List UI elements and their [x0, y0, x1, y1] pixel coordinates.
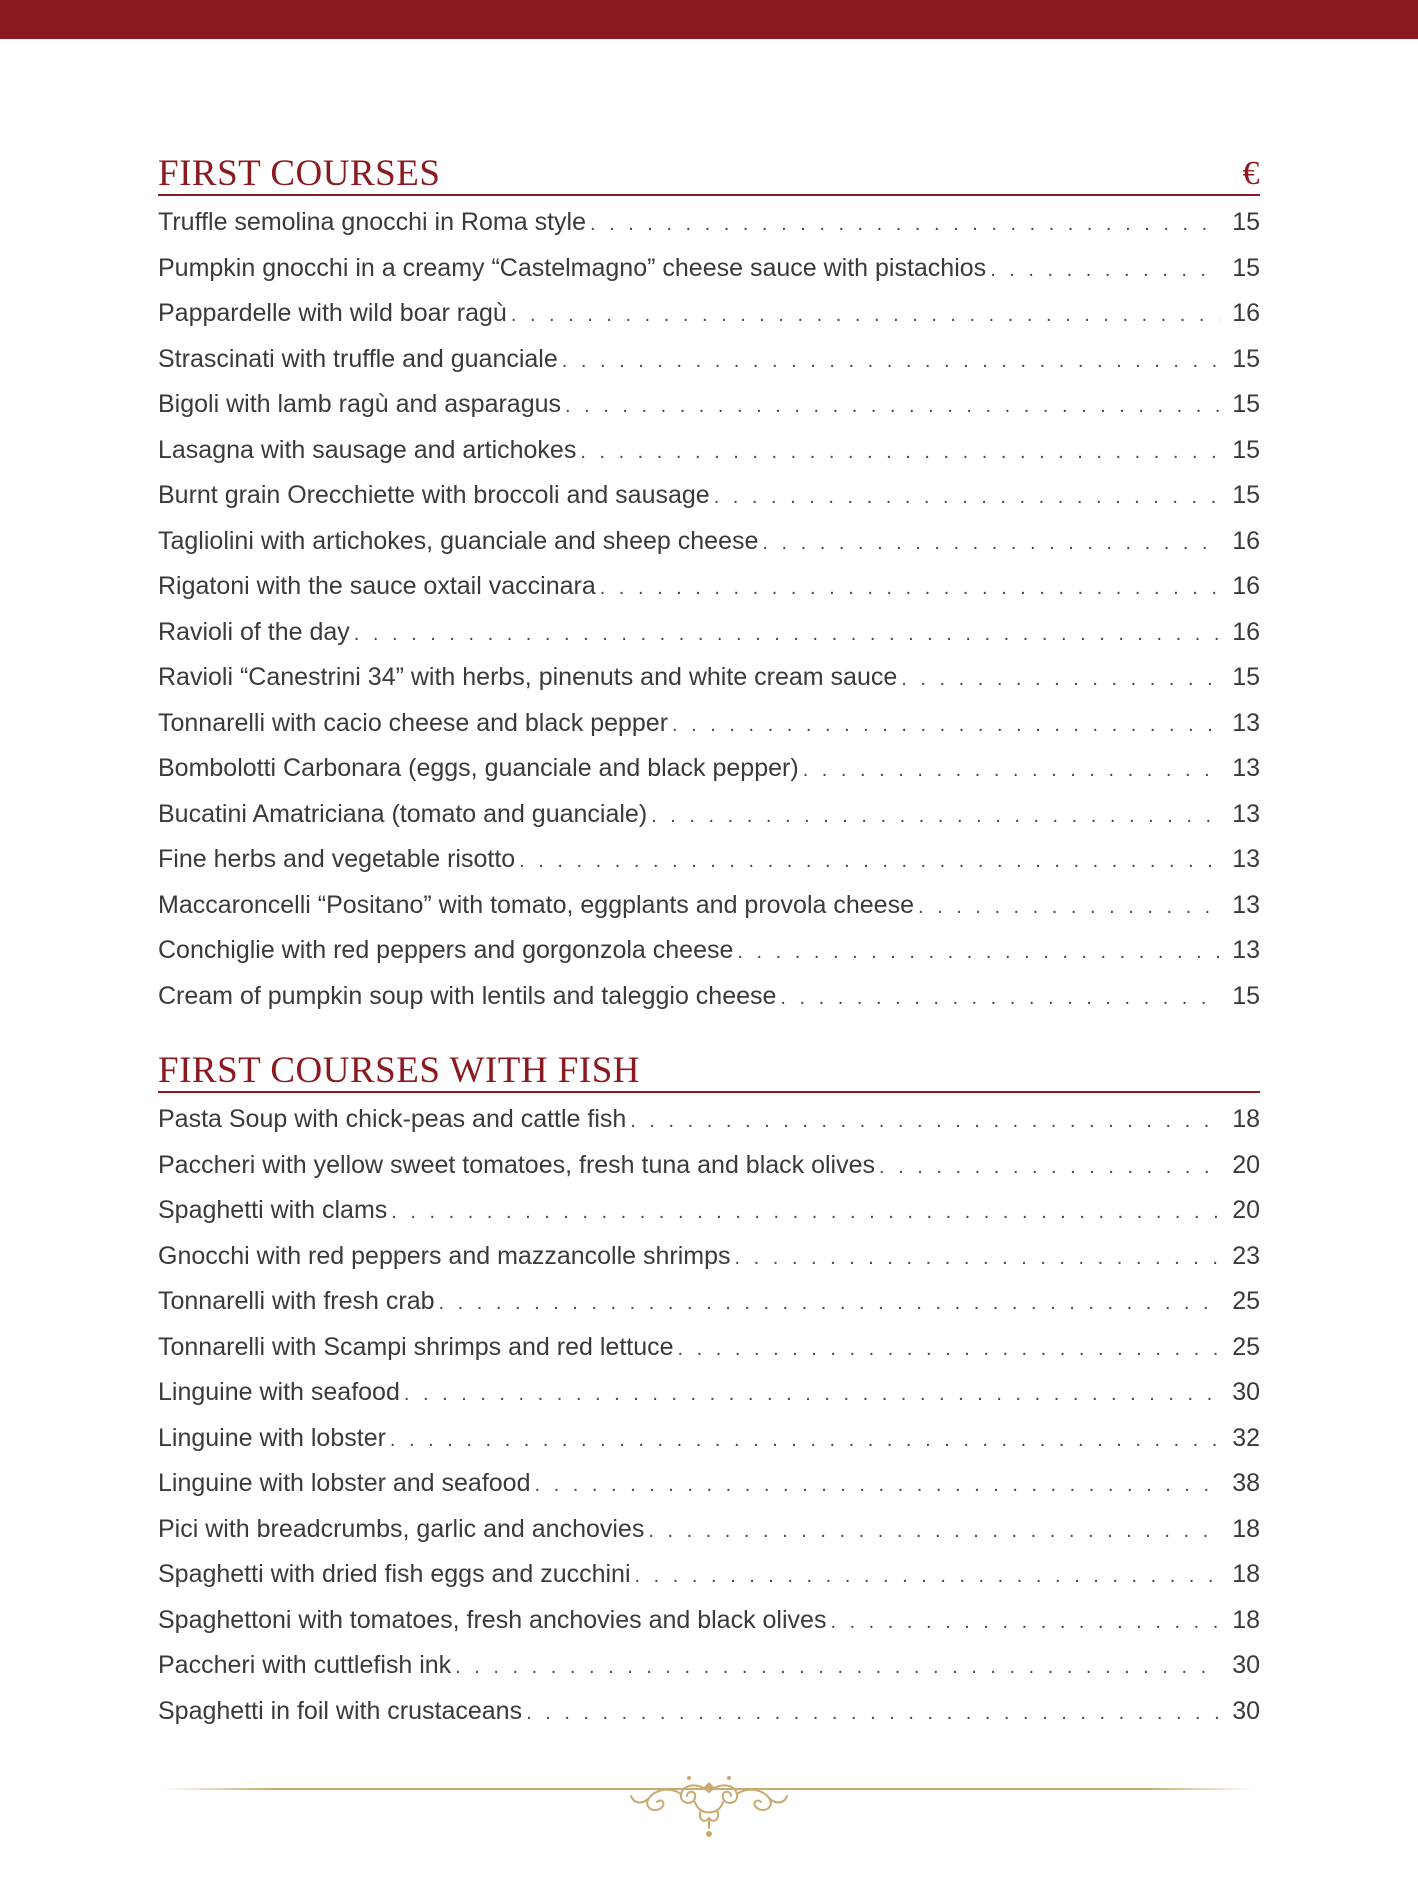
dish-name: Conchiglie with red peppers and gorgonzola cheese: [158, 936, 734, 964]
flourish-ornament-icon: [619, 1772, 799, 1844]
menu-item: [158, 1643, 1260, 1689]
menu-item: [158, 837, 1260, 883]
menu-item: [158, 1279, 1260, 1325]
dot-leader: [535, 1463, 1221, 1509]
dish-name: Pumpkin gnocchi in a creamy “Castelmagno” cheese sauce with pistachios: [158, 253, 987, 282]
dish-name: Paccheri with yellow sweet tomatoes, fresh tuna and black olives: [158, 1150, 876, 1179]
dish-price: 18: [1232, 1560, 1260, 1588]
dot-leader: [990, 248, 1220, 294]
dish-name: Maccaroncelli “Positano” with tomato, eggplants and provola cheese: [158, 890, 914, 919]
dot-leader: [580, 430, 1220, 476]
dish-name: Spaghetti with clams: [158, 1196, 388, 1224]
menu-item: [158, 928, 1260, 974]
dish-price: 30: [1232, 1696, 1260, 1725]
dish-name: Tonnarelli with cacio cheese and black pepper: [158, 708, 669, 737]
menu-item: [158, 974, 1260, 1020]
dot-leader: [562, 339, 1220, 385]
dish-name: Bigoli with lamb ragù and asparagus: [158, 390, 562, 418]
dish-name: Tonnarelli with fresh crab: [158, 1287, 435, 1315]
dot-leader: [678, 1327, 1220, 1373]
dish-name: Lasagna with sausage and artichokes: [158, 435, 577, 464]
menu-item: [158, 1598, 1260, 1644]
dish-price: 13: [1232, 799, 1260, 828]
dish-name: Rigatoni with the sauce oxtail vaccinara: [158, 572, 596, 600]
dish-name: Paccheri with cuttlefish ink: [158, 1651, 452, 1679]
dot-leader: [762, 521, 1220, 567]
menu-item: [158, 1097, 1260, 1143]
dish-name: Bucatini Amatriciana (tomato and guanciale): [158, 799, 648, 828]
menu-item: [158, 792, 1260, 838]
dish-price: 20: [1232, 1150, 1260, 1179]
dish-name: Spaghetti with dried fish eggs and zucchini: [158, 1560, 631, 1588]
dish-name: Truffle semolina gnocchi in Roma style: [158, 208, 586, 236]
dot-leader: [439, 1281, 1220, 1327]
dish-name: Ravioli “Canestrini 34” with herbs, pinenuts and white cream sauce: [158, 663, 898, 691]
dot-leader: [672, 703, 1220, 749]
dish-price: 18: [1232, 1514, 1260, 1543]
dish-price: 13: [1232, 708, 1260, 737]
dot-leader: [565, 384, 1220, 430]
dish-name: Ravioli of the day: [158, 617, 350, 646]
dot-leader: [511, 293, 1220, 339]
dot-leader: [651, 794, 1220, 840]
menu-item: [158, 701, 1260, 747]
dot-leader: [918, 885, 1220, 931]
dish-name: Linguine with lobster and seafood: [158, 1469, 531, 1497]
dish-price: 13: [1232, 890, 1260, 919]
menu-item: [158, 246, 1260, 292]
dish-price: 18: [1232, 1105, 1260, 1133]
top-color-bar: [0, 0, 1418, 39]
menu-item: [158, 1234, 1260, 1280]
dish-price: 16: [1232, 299, 1260, 327]
menu-page: [158, 150, 1260, 1734]
menu-item: [158, 200, 1260, 246]
menu-item: [158, 291, 1260, 337]
section-header: [158, 150, 1260, 196]
menu-item: [158, 746, 1260, 792]
dish-name: Tonnarelli with Scampi shrimps and red lettuce: [158, 1332, 674, 1361]
dish-price: 25: [1232, 1332, 1260, 1361]
menu-item: [158, 1416, 1260, 1462]
dish-name: Linguine with lobster: [158, 1423, 386, 1452]
dish-price: 18: [1232, 1605, 1260, 1634]
dish-name: Burnt grain Orecchiette with broccoli and sausage: [158, 481, 710, 509]
dot-leader: [519, 839, 1220, 885]
menu-item: [158, 1689, 1260, 1735]
dish-name: Gnocchi with red peppers and mazzancolle shrimps: [158, 1241, 731, 1270]
dish-price: 32: [1232, 1423, 1260, 1452]
section-title: FIRST COURSES WITH FISH: [158, 1050, 640, 1091]
dot-leader: [526, 1691, 1220, 1737]
dish-price: 30: [1232, 1378, 1260, 1406]
dot-leader: [391, 1190, 1220, 1236]
dot-leader: [600, 566, 1220, 612]
dish-name: Pasta Soup with chick-peas and cattle fish: [158, 1105, 627, 1133]
dish-price: 30: [1232, 1651, 1260, 1679]
dish-price: 38: [1232, 1469, 1260, 1497]
dish-name: Bombolotti Carbonara (eggs, guanciale and black pepper): [158, 754, 799, 782]
dish-price: 15: [1232, 208, 1260, 236]
menu-item: [158, 473, 1260, 519]
dot-leader: [590, 202, 1220, 248]
dish-price: 13: [1232, 936, 1260, 964]
dot-leader: [879, 1145, 1220, 1191]
dot-leader: [737, 930, 1220, 976]
menu-item: [158, 1325, 1260, 1371]
dish-price: 16: [1232, 526, 1260, 555]
first-courses-section: [158, 150, 1260, 1019]
dish-name: Pici with breadcrumbs, garlic and anchovies: [158, 1514, 645, 1543]
dish-name: Spaghettoni with tomatoes, fresh anchovies and black olives: [158, 1605, 827, 1634]
dish-price: 15: [1232, 435, 1260, 464]
dot-leader: [714, 475, 1220, 521]
dot-leader: [648, 1509, 1220, 1555]
menu-item: [158, 564, 1260, 610]
menu-item: [158, 883, 1260, 929]
dish-price: 13: [1232, 754, 1260, 782]
menu-item: [158, 610, 1260, 656]
dish-price: 25: [1232, 1287, 1260, 1315]
dish-price: 15: [1232, 981, 1260, 1010]
dish-price: 16: [1232, 572, 1260, 600]
menu-item: [158, 337, 1260, 383]
menu-item: [158, 1370, 1260, 1416]
dish-name: Spaghetti in foil with crustaceans: [158, 1696, 523, 1725]
dot-leader: [354, 612, 1220, 658]
first-courses-fish-section: [158, 1047, 1260, 1734]
dish-price: 13: [1232, 845, 1260, 873]
menu-item: [158, 1143, 1260, 1189]
menu-items-list: [158, 1097, 1260, 1734]
section-header: [158, 1047, 1260, 1093]
dish-name: Strascinati with truffle and guanciale: [158, 344, 558, 373]
currency-symbol: €: [1242, 155, 1260, 192]
dish-price: 15: [1232, 390, 1260, 418]
dish-name: Tagliolini with artichokes, guanciale and sheep cheese: [158, 526, 759, 555]
menu-item: [158, 382, 1260, 428]
dish-name: Linguine with seafood: [158, 1378, 400, 1406]
dish-name: Fine herbs and vegetable risotto: [158, 845, 516, 873]
menu-item: [158, 1552, 1260, 1598]
dot-leader: [630, 1099, 1220, 1145]
menu-item: [158, 1507, 1260, 1553]
dot-leader: [635, 1554, 1220, 1600]
dot-leader: [404, 1372, 1220, 1418]
dot-leader: [455, 1645, 1220, 1691]
dot-leader: [830, 1600, 1220, 1646]
dot-leader: [780, 976, 1220, 1022]
dot-leader: [803, 748, 1220, 794]
menu-item: [158, 519, 1260, 565]
dish-price: 15: [1232, 663, 1260, 691]
dish-name: Pappardelle with wild boar ragù: [158, 299, 507, 327]
menu-item: [158, 1188, 1260, 1234]
dot-leader: [735, 1236, 1221, 1282]
dish-price: 20: [1232, 1196, 1260, 1224]
dot-leader: [901, 657, 1220, 703]
dish-price: 16: [1232, 617, 1260, 646]
menu-items-list: [158, 200, 1260, 1019]
dot-leader: [390, 1418, 1220, 1464]
dish-price: 15: [1232, 344, 1260, 373]
menu-item: [158, 1461, 1260, 1507]
menu-item: [158, 655, 1260, 701]
dish-name: Cream of pumpkin soup with lentils and taleggio cheese: [158, 981, 777, 1010]
dish-price: 15: [1232, 481, 1260, 509]
menu-item: [158, 428, 1260, 474]
dish-price: 15: [1232, 253, 1260, 282]
dish-price: 23: [1232, 1241, 1260, 1270]
section-title: FIRST COURSES: [158, 153, 441, 194]
